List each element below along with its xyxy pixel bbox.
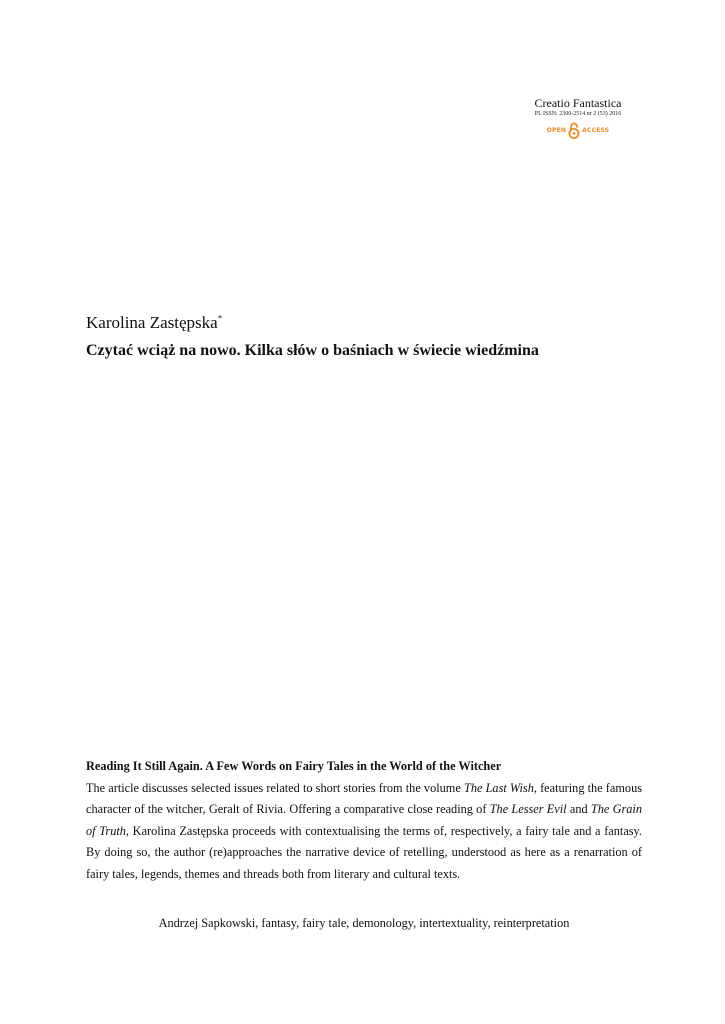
- abstract-title: Reading It Still Again. A Few Words on Fairy Tales in the World of the Witcher: [86, 759, 502, 773]
- author-name-text: Karolina Zastępska: [86, 313, 218, 332]
- journal-title: Creatio Fantastica: [534, 96, 622, 110]
- abstract-italic-title-1: The Last Wish: [463, 780, 534, 795]
- open-access-left-label: OPEN: [546, 127, 567, 134]
- journal-issn: PL ISSN: 2300-2514 nr 2 (53) 2016: [534, 111, 622, 117]
- abstract-italic-title-2: The Lesser Evil: [489, 802, 567, 816]
- author-name: [86, 312, 222, 334]
- open-access-lock-icon: [568, 122, 580, 139]
- abstract-text-1: The article discusses selected issues related to short stories from the volume: [86, 780, 464, 795]
- open-access-right-label: ACCESS: [582, 127, 610, 134]
- journal-header: [513, 96, 643, 139]
- abstract-text-2: , featuring the famous character of the witcher, Geralt of Rivia. Offering a comparative close reading of: [86, 780, 643, 816]
- abstract-text-4: , Karolina Zastępska proceeds with contextualising the terms of, respectively, a fairy tale and a fantasy. By doing so, the author (re)approaches the narrative device of retelling, understood as here as a renarration of fairy tales, legends, themes and threads both from literary and cultural texts.: [86, 823, 642, 881]
- abstract: [86, 756, 642, 885]
- article-title: Czytać wciąż na nowo. Kilka słów o baśniach w świecie wiedźmina: [86, 342, 539, 359]
- abstract-italic-title-3: The Grain of Truth: [86, 802, 643, 838]
- author-footnote-mark: *: [217, 313, 223, 324]
- open-access-badge: [513, 122, 643, 139]
- abstract-body: [86, 778, 642, 886]
- abstract-text-3: and: [566, 802, 591, 816]
- keywords: Andrzej Sapkowski, fantasy, fairy tale, demonology, intertextuality, reinterpretation: [158, 916, 570, 930]
